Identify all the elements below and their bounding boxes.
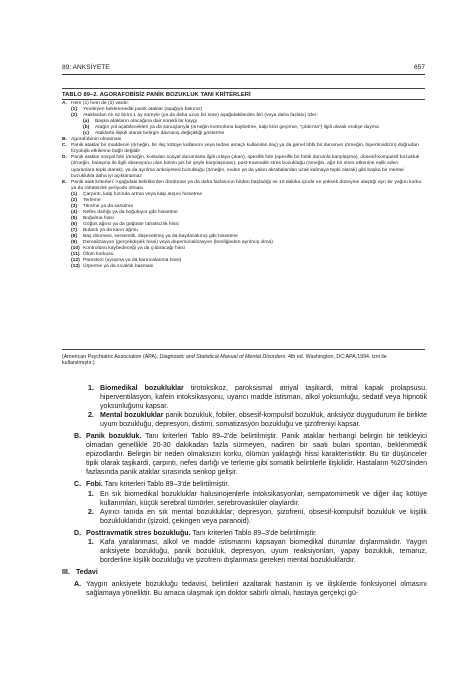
criteria-table [62, 101, 422, 270]
paragraph-text: panik bozukluk, fobiler, obsesif-kompulsif bozukluk, anksiyöz duygudurum ile birlikte uyum bozukluğu, depresyon, distimi, somatizasyon bozukluğu ve şizofreniyi kapsar. [100, 412, 427, 429]
criteria-row [62, 264, 422, 270]
body-paragraph [62, 480, 427, 489]
criteria-marker: B. [62, 137, 67, 143]
paragraph-text: Tanı kriterleri Tablo 89–2'de belirtilmiştir. Panik ataklar herhangi belirgin bir tetikleyici olmadan genellikle 20-30 dakikadan fazla sürmeyen, nadiren bir saati bulan spontan, beklenmedik epizodlardır. Belirgin bir neden olmaksızın korku, ölümün yaklaştığı hissi karakteristiktir. Bu tür düşünceler tipik olarak taşikardi, çarpıntı, nefes darlığı ve terleme gibi somatik belirtilerle ilişkilidir. Hastaların %20'sinden fazlasında panik ataklar sırasında senkop gelişir. [86, 433, 427, 477]
criteria-text: Derealizasyon (gerçekdışılık hissi) veya depersonalizasyon (benliğinden ayrılmış olma) [83, 240, 273, 246]
body-paragraph [62, 432, 427, 477]
criteria-marker: (1) [71, 107, 78, 113]
paragraph-heading: Mental bozukluklar [100, 412, 164, 420]
paragraph-heading: Tedavi [76, 568, 98, 576]
body-paragraph [62, 490, 427, 508]
running-header [62, 62, 425, 72]
table-title-rule [62, 99, 425, 100]
criteria-text: Yineleyen beklenmedik panik ataklar (aşağıya bakınız) [83, 107, 203, 113]
criteria-marker: E. [62, 179, 67, 185]
citation-book-title: Diagnostic and Statistical Manual of Mental Disorders. [159, 354, 287, 360]
criteria-marker: (a) [83, 119, 90, 125]
paragraph-heading: Biomedikal bozukluklar [100, 385, 184, 392]
paragraph-text: Tanı kriterleri Tablo 89–3'de belirtilmiştir. [190, 529, 317, 537]
criteria-marker: (6) [71, 221, 78, 227]
criteria-marker: D. [62, 155, 67, 161]
criteria-marker: (10) [71, 246, 80, 252]
table-title: TABLO 89–2. AGORAFOBİSİZ PANİK BOZUKLUK TANI KRİTERLERİ [62, 92, 251, 98]
table-bottom-rule [62, 349, 425, 350]
paragraph-marker: 1. [88, 490, 94, 498]
paragraph-marker: 2. [88, 412, 94, 420]
criteria-text: Agorafobinin olmaması [71, 137, 122, 143]
criteria-text: Panik atak kriterleri: Aşağıdaki belirtilerden dördünün ya da daha fazlasının birden başladığı ve 10 dakika içinde en yüksek düzeyine ulaştığı ayrı bir yoğun korku ya da rahatsızlık periyodu olması [71, 179, 422, 191]
criteria-text: Göğüs ağrısı ya da göğüste rahatsızlık hissi [83, 221, 179, 227]
criteria-marker: (2) [71, 113, 78, 119]
paragraph-text: En sık biomedikal bozukluklar halusinojenlerle intoksikasyonlar, sempatomimetik ve diğer ilaç kötüye kullanımları, küçük serebral tümörler, serebrovasküler olaylardır. [100, 490, 427, 507]
paragraph-marker: 1. [88, 385, 94, 392]
criteria-marker: (2) [71, 197, 78, 203]
criteria-marker: (9) [71, 240, 78, 246]
paragraph-marker: A. [74, 580, 82, 588]
paragraph-marker: D. [74, 529, 82, 537]
criteria-row [62, 143, 422, 155]
paragraph-marker: III. [62, 568, 70, 576]
criteria-text: Bulantı ya da karın ağrısı [83, 227, 138, 233]
criteria-marker: (4) [71, 209, 78, 215]
table-citation: (American Psychiatric Association (APA). Diagnostic and Statistical Manual of Mental Disorders. 4th ed. Washington, DC:APA;1994. izni ile kullanılmıştır.) [62, 354, 387, 367]
criteria-text: Panik ataklar bir maddenin (örneğin, bir ilaç kötüye kullanımı veya tedavi amaçlı kullanılan ilaç) ya da genel tıbbi bir durumun (örneğin, hipertiroidizm) doğrudan fizyolojik etkilerine bağlı değildir [71, 143, 419, 155]
criteria-marker: A. [62, 101, 67, 106]
body-paragraph [62, 580, 427, 598]
criteria-marker: (7) [71, 227, 78, 233]
criteria-text: Parestezi (uyuşma ya da karıncalanma hissi) [83, 258, 182, 264]
header-rule [62, 74, 425, 75]
criteria-text: Nefes darlığı ya da boğuluyor gibi hissetme [83, 209, 178, 215]
body-paragraph [62, 568, 427, 577]
paragraph-marker: C. [74, 481, 82, 489]
paragraph-text: Ayırıcı tanıda en sık mental bozukluklar; depresyon, şizofreni, obsesif-kompulsif bozukluk ve kişilik bozukluklarıdır (şizoid, çekingen veya paranoid). [100, 508, 427, 525]
criteria-text: Terleme [83, 197, 101, 203]
paragraph-heading: Panik bozukluk. [86, 433, 142, 441]
paragraph-heading: Fobi. [86, 481, 103, 489]
criteria-marker: (8) [71, 234, 78, 240]
table-top-rule [62, 88, 425, 89]
criteria-text: Ataklardan en az birini 1 ay süreyle (ya da daha uzun bir süre) aşağıdakilerden biri (veya daha fazlası) izler: [83, 113, 318, 119]
criteria-text: Kontrolünü kaybedeceği ya da çıldıracağı hissi [83, 246, 185, 252]
paragraph-text: tirotoksikoz, paroksismal atriyal taşikardi, mitral kapak prolapsusu, hiperventilasyon, kafein intoksikasyonu, uyarıcı madde istismarı, alkol yoksunluğu, sedatif veya hipnotik yoksunluğunu kapsar. [100, 385, 427, 411]
body-paragraph [62, 508, 427, 526]
criteria-marker: (13) [71, 264, 80, 270]
page-number: 657 [413, 63, 425, 71]
criteria-row [62, 155, 422, 179]
criteria-marker: (11) [71, 252, 80, 258]
body-paragraph [62, 538, 427, 565]
criteria-text: Ürperme ya da sıcaklık basması [83, 264, 154, 270]
body-text [62, 384, 427, 598]
criteria-text: Ölüm korkusu [83, 252, 114, 258]
paragraph-marker: 1. [88, 538, 94, 546]
paragraph-marker: B. [74, 433, 82, 441]
criteria-text: Ataklarla ilişkili olarak belirgin davranış değişikliği gösterme [95, 131, 225, 137]
criteria-text: Panik ataklar sosyal fobi (örneğin, korkulan sosyal durumlarla ilgili ortaya çıkan), spesifik fobi (spesifik bir fobik durumla karşılaşma), obsesif-kompulsif bozukluk (örneğin, bulaşma ile ilgili obsesyonu olan birinin pis bir şeyle karşılaşması), post-travmatik stres bozukluğu (örneğin, ağır bir stres etkenine eşlik eden uyaranlara tepki olarak), ya da ayrılma anksiyetesi bozukluğu (örneğin, evden ya da yakın akrabalardan uzak kalmaya tepki olarak) gibi başka bir mental bozuklukla daha iyi açıklanamaz [71, 155, 420, 179]
criteria-text: Baş dönmesi, sersemlik, düşecekmiş ya da bayılacakmış gibi hissetme [83, 234, 238, 240]
body-paragraph [62, 384, 427, 411]
chapter-title: 89: ANKSİYETE [62, 63, 110, 71]
criteria-text: Atağın yol açabilecekleri ya da sonuçlarıyla (örneğin kontrolünü kaybetme, kalp krizi geçirme, “çıldırma”) ilgili olarak endişe duyma [95, 125, 379, 131]
criteria-marker: (c) [83, 131, 90, 137]
criteria-text: Hem (1) hem de (2) vardır: [71, 101, 130, 106]
body-paragraph [62, 411, 427, 429]
paragraph-marker: 2. [88, 508, 94, 516]
paragraph-text: Kafa yaralanması, alkol ve madde istismarını kapsayan biomedikal durumlar dışlanmalıdır. Yaygın anksiyete bozukluğu, panik bozukluk, depresyon, uyum reaksiyonları, yapay bozukluk, temaruz, borderline kişilik bozukluğu ve şizofreni dışlanması gereken mental bozukluklardır. [100, 538, 427, 564]
paragraph-text: Yaygın anksiyete bozukluğu tedavisi, belirtileri azaltarak hastanın iş ve ilişkilerde fonksiyonel olmasını sağlamaya yöneliktir. Bu amaca ulaşmak için doktor sabırlı olmalı, hastaya gerçekçi gü- [86, 580, 427, 597]
criteria-marker: (b) [83, 125, 90, 131]
criteria-marker: C. [62, 143, 67, 149]
criteria-text: Başka atakların olacağına dair sürekli bir kaygı [95, 119, 198, 125]
criteria-marker: (1) [71, 191, 78, 197]
paragraph-heading: Posttravmatik stres bozukluğu. [86, 529, 191, 537]
criteria-text: Çarpıntı, kalp hızında artma veya kalp atışını hissetme [83, 191, 203, 197]
criteria-marker: (12) [71, 258, 80, 264]
criteria-marker: (5) [71, 215, 78, 221]
criteria-text: Boğulma hissi [83, 215, 114, 221]
criteria-text: Titreme ya da sarsılma [83, 203, 134, 209]
criteria-row [62, 180, 422, 192]
paragraph-text: Tanı kriterleri Tablo 89–3'de belirtilmiştir. [102, 481, 230, 489]
body-paragraph [62, 529, 427, 538]
criteria-marker: (3) [71, 203, 78, 209]
